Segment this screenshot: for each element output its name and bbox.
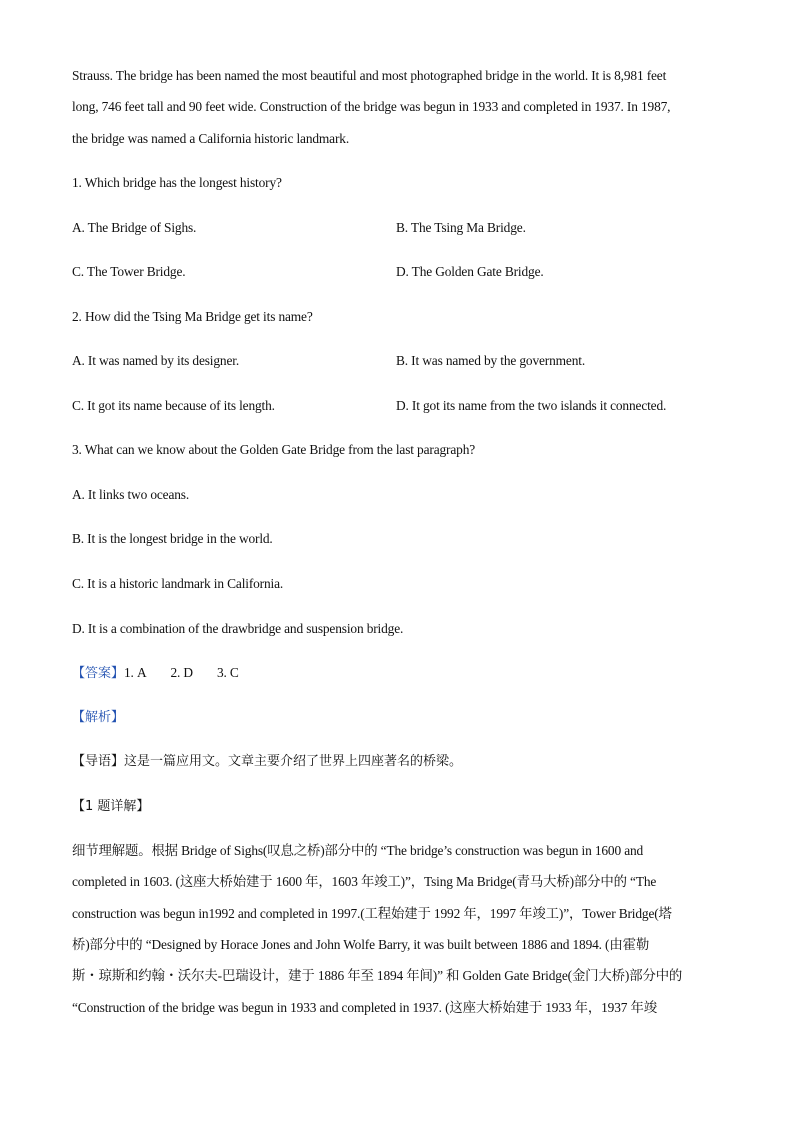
detail-1-line-4: 桥)部分中的 “Designed by Horace Jones and John Wolfe Barry, it was built between 1886 and 1894. (由霍勒 [72,937,650,952]
guide-line [72,753,462,771]
question-3-stem: 3. What can we know about the Golden Gate Bridge from the last paragraph? [72,442,476,457]
question-1-option-c: C. The Tower Bridge. [72,264,186,279]
detail-1-line-6: “Construction of the bridge was begun in 1933 and completed in 1937. (这座大桥始建于 1933 年，1937 年竣 [72,1000,657,1015]
passage-line-3: the bridge was named a California historic landmark. [72,131,350,146]
question-3-option-c: C. It is a historic landmark in California. [72,576,284,591]
guide-text: 这是一篇应用文。文章主要介绍了世界上四座著名的桥梁。 [124,754,463,769]
detail-1-line-3: construction was begun in1992 and completed in 1997.(工程始建于 1992 年，1997 年竣工)”，Tower Bridge(塔 [72,906,672,921]
question-1-option-b: B. The Tsing Ma Bridge. [396,220,526,235]
question-3-option-b: B. It is the longest bridge in the world. [72,531,273,546]
question-2-option-a: A. It was named by its designer. [72,353,240,368]
question-2-option-d: D. It got its name from the two islands it connected. [396,398,667,413]
passage-line-1: Strauss. The bridge has been named the most beautiful and most photographed bridge in the world. It is 8,981 feet [72,68,667,83]
answer-item-2: 2. D [170,665,193,680]
answer-tag: 【答案】 [72,666,125,681]
answer-item-1: 1. A [124,665,147,680]
question-2-stem: 2. How did the Tsing Ma Bridge get its name? [72,309,313,324]
detail-1-line-1: 细节理解题。根据 Bridge of Sighs(叹息之桥)部分中的 “The bridge’s construction was begun in 1600 and [72,843,644,858]
question-3-option-a: A. It links two oceans. [72,487,190,502]
passage-line-2: long, 746 feet tall and 90 feet wide. Construction of the bridge was begun in 1933 and completed in 1937. In 1987, [72,99,671,114]
analysis-tag: 【解析】 [72,710,125,725]
question-1-option-d: D. The Golden Gate Bridge. [396,264,544,279]
question-2-option-b: B. It was named by the government. [396,353,586,368]
question-1-option-a: A. The Bridge of Sighs. [72,220,197,235]
question-1-stem: 1. Which bridge has the longest history? [72,175,282,190]
detail-1-tag: 【1 题详解】 [72,799,150,814]
detail-1-line-2: completed in 1603. (这座大桥始建于 1600 年，1603 年竣工)”，Tsing Ma Bridge(青马大桥)部分中的 “The [72,874,657,889]
detail-1-line-5: 斯・琼斯和约翰・沃尔夫-巴瑞设计，建于 1886 年至 1894 年间)” 和 Golden Gate Bridge(金门大桥)部分中的 [72,968,683,983]
guide-tag: 【导语】 [72,754,125,769]
answer-line [72,664,239,683]
question-2-option-c: C. It got its name because of its length. [72,398,275,413]
answer-item-3: 3. C [216,665,239,680]
question-3-option-d: D. It is a combination of the drawbridge and suspension bridge. [72,621,404,636]
